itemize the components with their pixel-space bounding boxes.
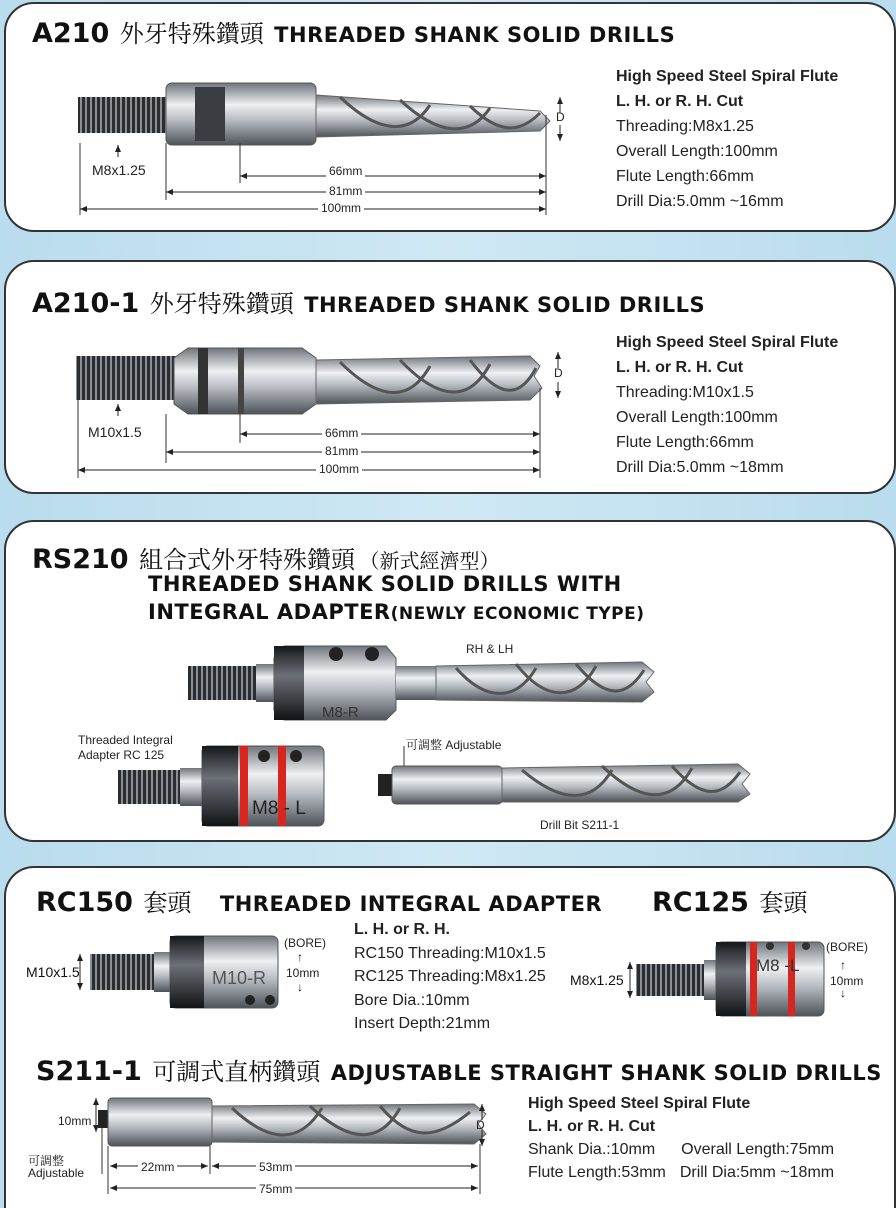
adjustable-label: 可調整 Adjustable	[406, 738, 502, 752]
rc-specs	[354, 918, 546, 1036]
spec-line: High Speed Steel Spiral Flute	[528, 1095, 751, 1112]
s211-specs	[528, 1092, 834, 1184]
wrench-flat	[195, 87, 225, 141]
bore-label: (BORE)	[284, 936, 326, 950]
spec-line: High Speed Steel Spiral Flute	[616, 68, 839, 85]
spec-line: Drill Dia:5.0mm ~18mm	[616, 459, 784, 476]
a210-1-heading	[32, 284, 705, 319]
groove-ring	[198, 348, 208, 414]
spec-line: Flute Length:53mm	[528, 1164, 666, 1181]
rs210-heading	[32, 540, 500, 575]
product-code: A210	[32, 18, 110, 49]
a210-1-drill-illustration	[70, 338, 560, 488]
bore-arrow-up: ↑	[297, 950, 303, 964]
rh-lh-label: RH & LH	[466, 642, 514, 656]
red-band	[240, 746, 248, 826]
spec-line: Overall Length:100mm	[616, 143, 778, 160]
spec-line: High Speed Steel Spiral Flute	[616, 334, 839, 351]
shank-collar	[166, 83, 316, 145]
english-title: THREADED INTEGRAL ADAPTER	[219, 892, 603, 916]
chinese-title: 組合式外牙特殊鑽頭	[139, 546, 356, 574]
collar-marking: M8-R	[322, 704, 359, 721]
rc125-heading	[652, 883, 807, 918]
spec-line: Drill Dia:5mm ~18mm	[679, 1164, 835, 1181]
shank-dim: 10mm	[58, 1114, 92, 1128]
shank-collar	[174, 348, 316, 414]
chinese-title: 外牙特殊鑽頭	[149, 290, 294, 318]
red-band	[788, 942, 795, 1016]
rs210-assembled-drill	[186, 640, 666, 730]
a210-heading	[32, 14, 675, 49]
dim-overall: 100mm	[318, 201, 364, 215]
spec-line: L. H. or R. H. Cut	[616, 359, 744, 376]
red-band	[750, 942, 757, 1016]
collar-marking: M8 - L	[252, 798, 306, 819]
spec-line: Threading:M8x1.25	[616, 118, 754, 135]
threaded-shank	[78, 97, 168, 133]
spiral-flute	[316, 356, 542, 404]
spec-line: Overall Length:100mm	[616, 409, 778, 426]
chinese-title: 可調式直柄鑽頭	[152, 1058, 321, 1086]
dim-shank-length: 22mm	[138, 1160, 177, 1174]
product-code: A210-1	[32, 288, 140, 319]
drill-bit-label: Drill Bit S211-1	[540, 818, 620, 832]
spec-row	[528, 1161, 834, 1184]
dim-flute: 53mm	[256, 1160, 295, 1174]
threaded-shank	[76, 356, 176, 400]
bore-arrow-down: ↓	[840, 986, 846, 1000]
spec-row	[528, 1138, 834, 1161]
product-code: RC125	[652, 887, 749, 918]
chinese-title: 套頭	[143, 889, 192, 917]
product-code: S211-1	[36, 1056, 142, 1087]
bore-dim: 10mm	[286, 966, 320, 980]
spec-line: Shank Dia.:10mm	[528, 1141, 656, 1158]
spec-line: RC125 Threading:M8x1.25	[354, 968, 546, 985]
chinese-title: 外牙特殊鑽頭	[119, 20, 264, 48]
product-code: RC150	[36, 887, 133, 918]
english-title: THREADED SHANK SOLID DRILLS	[304, 293, 706, 317]
s211-heading	[36, 1052, 882, 1087]
spec-line: RC150 Threading:M10x1.5	[354, 944, 546, 962]
a210-1-specs	[616, 330, 838, 480]
english-title: THREADED SHANK SOLID DRILLS	[274, 23, 676, 47]
dim-overall: 75mm	[256, 1182, 295, 1196]
thread-label: M10x1.5	[88, 424, 142, 440]
chinese-title: 套頭	[759, 889, 808, 917]
spec-line: Drill Dia:5.0mm ~16mm	[616, 193, 784, 210]
english-title-line2-wrap	[148, 600, 644, 624]
thread-label: M8x1.25	[92, 162, 146, 178]
spiral-flute	[316, 95, 550, 137]
a210-specs	[616, 64, 838, 214]
english-title-suffix: (NEWLY ECONOMIC TYPE)	[390, 604, 645, 624]
adapter-label-line2: Adapter RC 125	[78, 748, 165, 762]
rs210-drill-bit	[372, 740, 762, 810]
dim-body: 81mm	[326, 184, 365, 198]
rc125-adapter	[610, 938, 830, 1018]
adjustable-label-en: Adjustable	[28, 1166, 85, 1180]
spec-line: Bore Dia.:10mm	[354, 991, 470, 1009]
product-code: RS210	[32, 544, 129, 575]
dim-flute: 66mm	[326, 164, 365, 178]
rc150-heading	[36, 883, 602, 918]
dim-body: 81mm	[322, 444, 361, 458]
spec-line: Flute Length:66mm	[616, 434, 754, 451]
diameter-label: D	[476, 1118, 485, 1132]
thread-label: M10x1.5	[26, 964, 80, 980]
spec-line: Flute Length:66mm	[616, 168, 754, 185]
english-title-line2: INTEGRAL ADAPTER	[148, 600, 391, 624]
a210-drill-illustration	[70, 75, 560, 225]
dim-overall: 100mm	[316, 462, 362, 476]
english-title: ADJUSTABLE STRAIGHT SHANK SOLID DRILLS	[330, 1061, 882, 1085]
bore-arrow-down: ↓	[297, 980, 303, 994]
bore-label: (BORE)	[826, 940, 868, 954]
adjustable-label-cjk: 可調整	[28, 1154, 65, 1168]
bore-arrow-up: ↑	[840, 958, 846, 972]
collar-marking: M10-R	[212, 968, 267, 988]
bore-dim: 10mm	[830, 974, 864, 988]
spec-line: L. H. or R. H. Cut	[528, 1118, 656, 1135]
adapter-label-line1: Threaded Integral	[78, 733, 173, 747]
chinese-subtitle: （新式經濟型）	[359, 549, 500, 573]
thread-label: M8x1.25	[570, 972, 624, 988]
spec-line: Overall Length:75mm	[681, 1141, 835, 1158]
spec-line: Insert Depth:21mm	[354, 1015, 491, 1032]
spec-line: L. H. or R. H.	[354, 921, 450, 938]
collar-marking: M8 -L	[756, 956, 800, 975]
dim-flute: 66mm	[322, 426, 361, 440]
diameter-label: D	[554, 366, 563, 380]
spec-line: L. H. or R. H. Cut	[616, 93, 744, 110]
diameter-label: D	[556, 110, 565, 124]
english-title-line1: THREADED SHANK SOLID DRILLS WITH	[148, 572, 622, 596]
spec-line: Threading:M10x1.5	[616, 384, 754, 401]
